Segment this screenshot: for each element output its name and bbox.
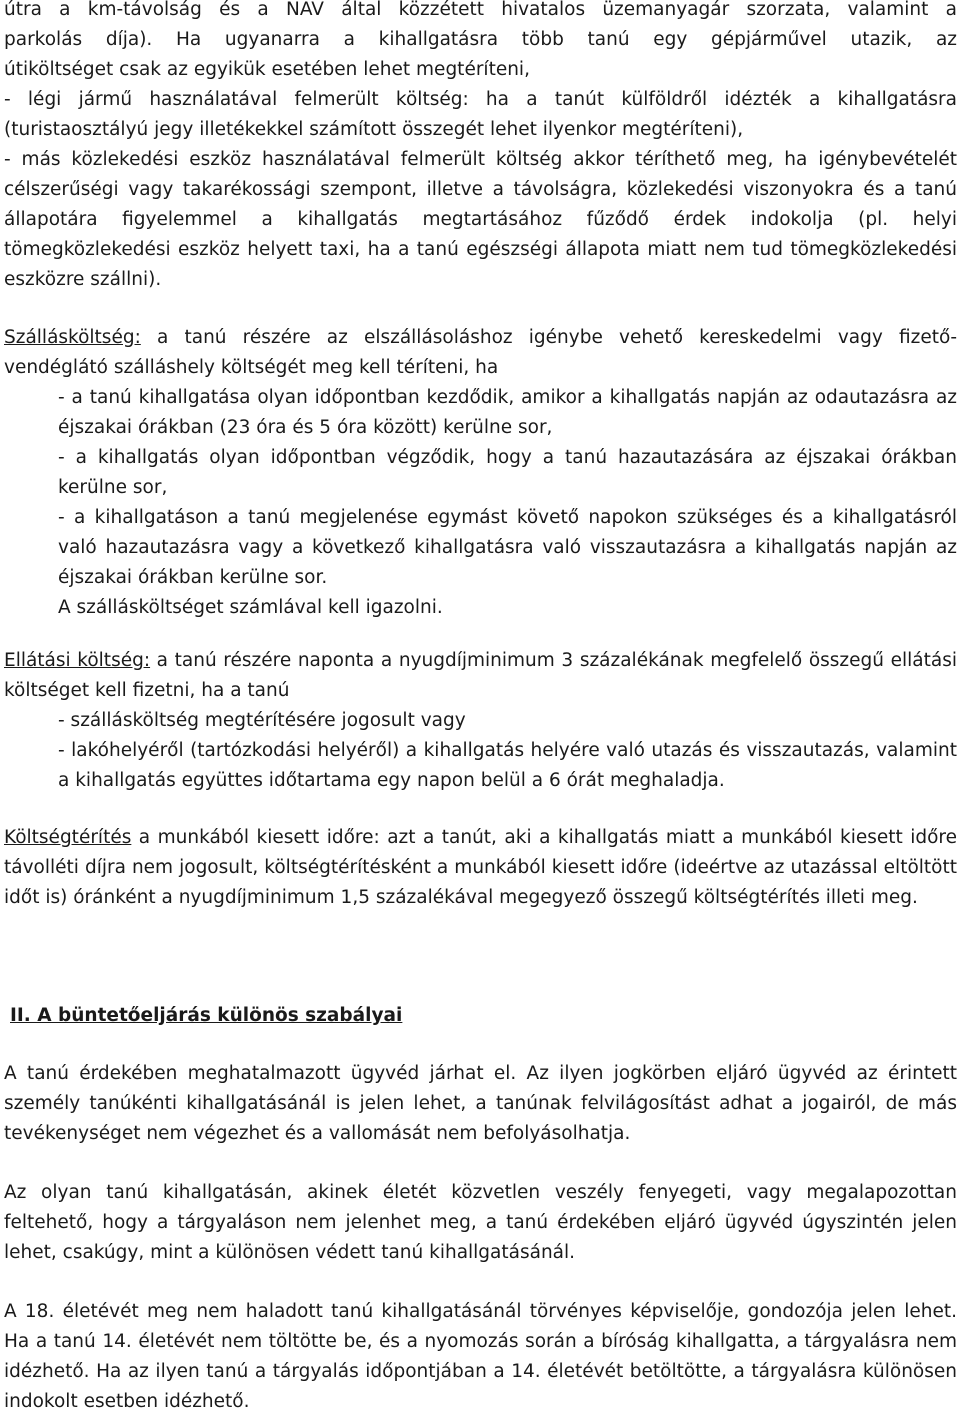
- intro-line: útiköltséget csak az egyikük esetében lehet megtéríteni,: [4, 59, 530, 80]
- koltsegterites-text: a munkából kiesett időre: azt a tanút, aki a kihallgatás miatt a munkából kiesett időre távolléti díjra nem jogosult, költségtérítésként a munkából kiesett időre (ideértve az utazással eltöltött időt is) óránként a nyugdíjminimum 1,5 százalékával megegyező összegű költségtérítés illeti meg.: [4, 827, 957, 909]
- intro-line: (turistaosztályú jegy illetékekkel számított összegét lehet ilyenkor megtéríteni),: [4, 119, 744, 140]
- list-item: - a kihallgatáson a tanú megjelenése egymást követő napokon szükséges és a kihallgatásról való hazautazásra vagy a következő kihallgatásra való visszautazásra a kihallgatás napján az éjszakai órákban kerülne sor.: [58, 507, 957, 588]
- section-paragraph: Az olyan tanú kihallgatásán, akinek életét közvetlen veszély fenyegeti, vagy megalapozottan feltehető, hogy a tárgyaláson nem jelenhet meg, a tanú érdekében eljáró ügyvéd úgyszintén jelen lehet, csakúgy, mint a különösen védett tanú kihallgatásánál.: [4, 1182, 957, 1263]
- intro-line: - más közlekedési eszköz használatával felmerült költség akkor téríthető meg, ha igénybevételét célszerűségi vagy takarékossági szempont, illetve a távolságra, közlekedési viszonyokra és a tanú állapotára figyelemmel a kihallgatás megtartásához fűződő érdek indokolja (pl. helyi tömegközlekedési eszköz helyett taxi, ha a tanú egészségi állapota miatt nem tud tömegközlekedési eszközre szállni).: [4, 149, 957, 290]
- intro-paragraph: [4, 0, 957, 295]
- intro-line: parkolás díja). Ha ugyanarra a kihallgatásra több tanú egy gépjárművel utazik, az: [4, 29, 957, 50]
- list-item: - a kihallgatás olyan időpontban végződik, hogy a tanú hazautazására az éjszakai órákban kerülne sor,: [58, 447, 957, 498]
- section-paragraph: A tanú érdekében meghatalmazott ügyvéd járhat el. Az ilyen jogkörben eljáró ügyvéd az érintett személy tanúkénti kihallgatásánál is jelen lehet, a tanúnak felvilágosítást adhat a jogairól, de más tevékenységet nem végezhet és a vallomását nem befolyásolhatja.: [4, 1063, 957, 1144]
- ellatasi-koltseg-paragraph: [4, 646, 957, 796]
- list-item: - lakóhelyéről (tartózkodási helyéről) a kihallgatás helyére való utazás és visszautazás, valamint a kihallgatás együttes időtartama egy napon belül a 6 órát meghaladja.: [58, 740, 957, 791]
- section-heading: II. A büntetőeljárás különös szabályai: [10, 1005, 403, 1026]
- intro-line: - légi jármű használatával felmerült költség: ha a tanút külföldről idézték a kihallgatásra: [4, 89, 957, 110]
- list-item: - szállásköltség megtérítésére jogosult vagy: [58, 710, 466, 731]
- szallaskoltseg-text: a tanú részére az elszállásoláshoz igénybe vehető kereskedelmi vagy fizető-vendéglátó szálláshely költségét meg kell téríteni, ha: [4, 327, 957, 378]
- ellatasi-koltseg-text: a tanú részére naponta a nyugdíjminimum 3 százalékának megfelelő összegű ellátási költséget kell fizetni, ha a tanú: [4, 650, 957, 701]
- koltsegterites-paragraph: [4, 823, 957, 913]
- koltsegterites-term: Költségtérítés: [4, 827, 132, 848]
- szallaskoltseg-term: Szállásköltség:: [4, 327, 141, 348]
- list-item: A szállásköltséget számlával kell igazolni.: [58, 597, 443, 618]
- intro-line: útra a km-távolság és a NAV által közzétett hivatalos üzemanyagár szorzata, valamint a: [4, 0, 957, 20]
- ellatasi-koltseg-term: Ellátási költség:: [4, 650, 151, 671]
- list-item: - a tanú kihallgatása olyan időpontban kezdődik, amikor a kihallgatás napján az odautazásra az éjszakai órákban (23 óra és 5 óra között) kerülne sor,: [58, 387, 957, 438]
- section-paragraph: A 18. életévét meg nem haladott tanú kihallgatásánál törvényes képviselője, gondozója jelen lehet. Ha a tanú 14. életévét nem töltötte be, és a nyomozás során a bíróság kihallgatta, a tárgyalásra nem idézhető. Ha az ilyen tanú a tárgyalás időpontjában a 14. életévét betöltötte, a tárgyalásra különösen indokolt esetben idézhető.: [4, 1301, 957, 1412]
- szallaskoltseg-paragraph: [4, 323, 957, 623]
